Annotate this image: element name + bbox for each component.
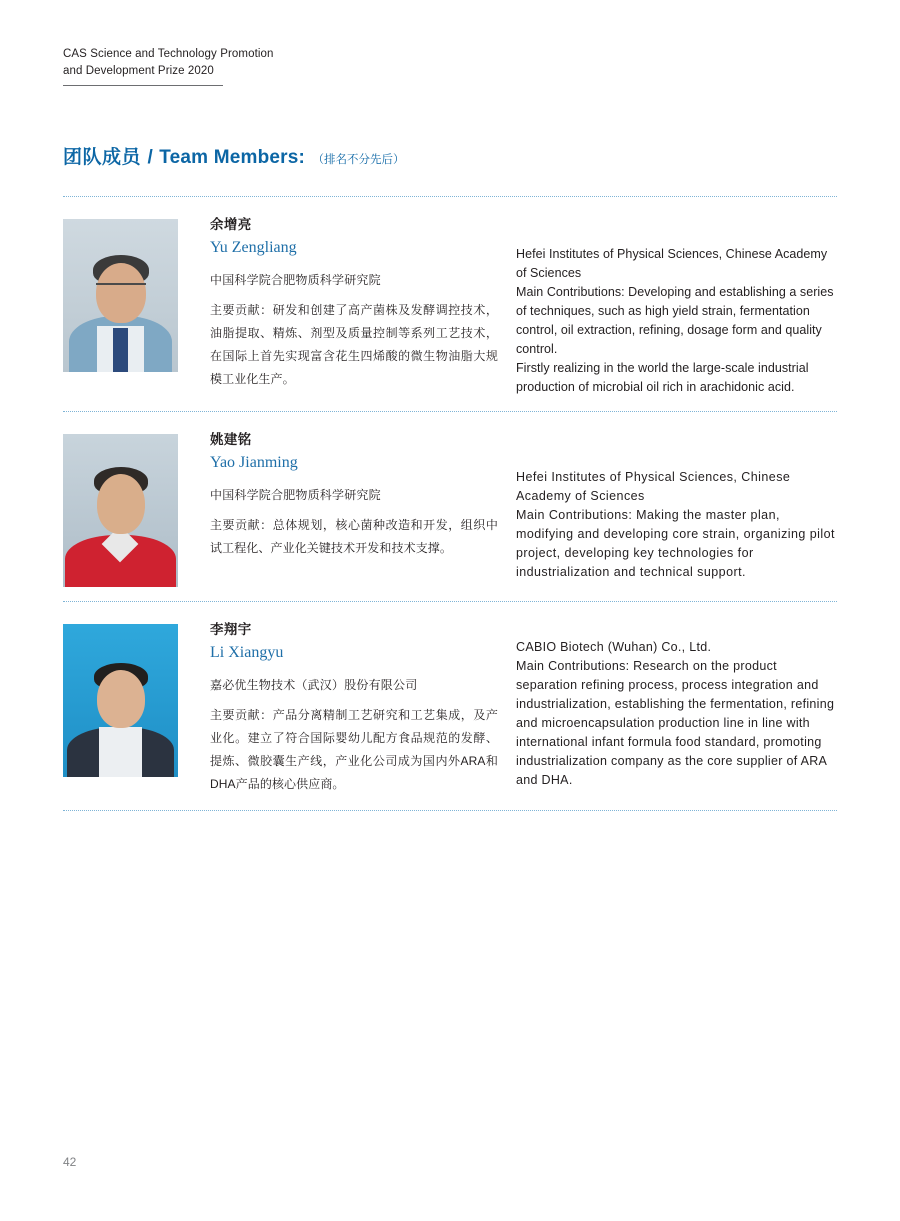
section-title-separator: / bbox=[147, 147, 153, 168]
member-affiliation-en: Hefei Institutes of Physical Sciences, Chinese Academy of Sciences bbox=[516, 470, 791, 503]
member-affiliation-en: Hefei Institutes of Physical Sciences, Chinese Academy of Sciences bbox=[516, 247, 828, 280]
member-name-cn: 姚建铭 bbox=[210, 432, 252, 447]
section-title-en: Team Members: bbox=[159, 147, 306, 168]
section-title-note: （排名不分先后） bbox=[312, 154, 405, 166]
member-contribution-cn: 主要贡献：产品分离精制工艺研究和工艺集成，及产业化。建立了符合国际婴幼儿配方食品规范的发酵、提炼、微胶囊生产线，产业化公司成为国内外ARA和DHA产品的核心供应商。 bbox=[210, 708, 498, 791]
portrait-photo bbox=[63, 624, 178, 777]
member-affiliation-cn: 中国科学院合肥物质科学研究院 bbox=[210, 273, 381, 287]
list-item bbox=[63, 412, 837, 601]
header-rule bbox=[63, 85, 223, 86]
list-item bbox=[63, 602, 837, 810]
member-name-en: Li Xiangyu bbox=[210, 644, 284, 661]
member-name-en: Yao Jianming bbox=[210, 454, 298, 471]
member-info-cn bbox=[178, 430, 498, 560]
member-affiliation-cn: 中国科学院合肥物质科学研究院 bbox=[210, 488, 381, 502]
header-line-2: and Development Prize 2020 bbox=[63, 65, 214, 77]
page-number: 42 bbox=[63, 1155, 77, 1169]
member-contribution-cn: 主要贡献：研发和创建了高产菌株及发酵调控技术，油脂提取、精炼、剂型及质量控制等系列工艺技术，在国际上首先实现富含花生四烯酸的微生物油脂大规模工业化生产。 bbox=[210, 303, 498, 386]
member-affiliation-cn: 嘉必优生物技术（武汉）股份有限公司 bbox=[210, 678, 418, 692]
team-members-list bbox=[63, 196, 837, 811]
portrait-photo bbox=[63, 219, 178, 372]
section-title bbox=[63, 142, 405, 169]
photo-tie bbox=[113, 328, 128, 372]
member-name-cn: 李翔宇 bbox=[210, 622, 252, 637]
member-info-en bbox=[498, 620, 837, 790]
member-contribution-en: Main Contributions: Developing and establishing a series of techniques, such as high yield strain, fermentation control, oil extraction, refining, dosage form and quality control. Firstly realizing in the world the large-scale industrial production of microbial oil rich in arachidonic acid. bbox=[516, 285, 834, 394]
list-item bbox=[63, 197, 837, 411]
section-title-cn: 团队成员 bbox=[63, 147, 142, 168]
member-info-en bbox=[498, 430, 837, 582]
member-name-en: Yu Zengliang bbox=[210, 239, 297, 256]
member-affiliation-en: CABIO Biotech (Wuhan) Co., Ltd. bbox=[516, 640, 712, 654]
member-info-en bbox=[498, 215, 837, 397]
photo-head bbox=[97, 474, 145, 534]
glasses-icon bbox=[96, 283, 146, 297]
portrait-photo bbox=[63, 434, 178, 587]
photo-head bbox=[97, 670, 145, 728]
member-info-cn bbox=[178, 215, 498, 391]
member-contribution-en: Main Contributions: Research on the product separation refining process, process integration and industrialization, establishing the fermentation, refining and microencapsulation production line in line with international infant formula food standard, promoting industrialization company as the core supplier of ARA and DHA. bbox=[516, 659, 835, 787]
member-contribution-cn: 主要贡献：总体规划，核心菌种改造和开发，组织中试工程化、产业化关键技术开发和技术支撑。 bbox=[210, 518, 498, 555]
photo-shirt bbox=[99, 727, 142, 777]
member-info-cn bbox=[178, 620, 498, 796]
member-name-cn: 余增亮 bbox=[210, 217, 252, 232]
running-header bbox=[63, 46, 363, 86]
divider bbox=[63, 810, 837, 811]
member-contribution-en: Main Contributions: Making the master plan, modifying and developing core strain, organizing pilot project, developing key technologies for industrialization and technical support. bbox=[516, 508, 835, 579]
header-line-1: CAS Science and Technology Promotion bbox=[63, 48, 274, 60]
